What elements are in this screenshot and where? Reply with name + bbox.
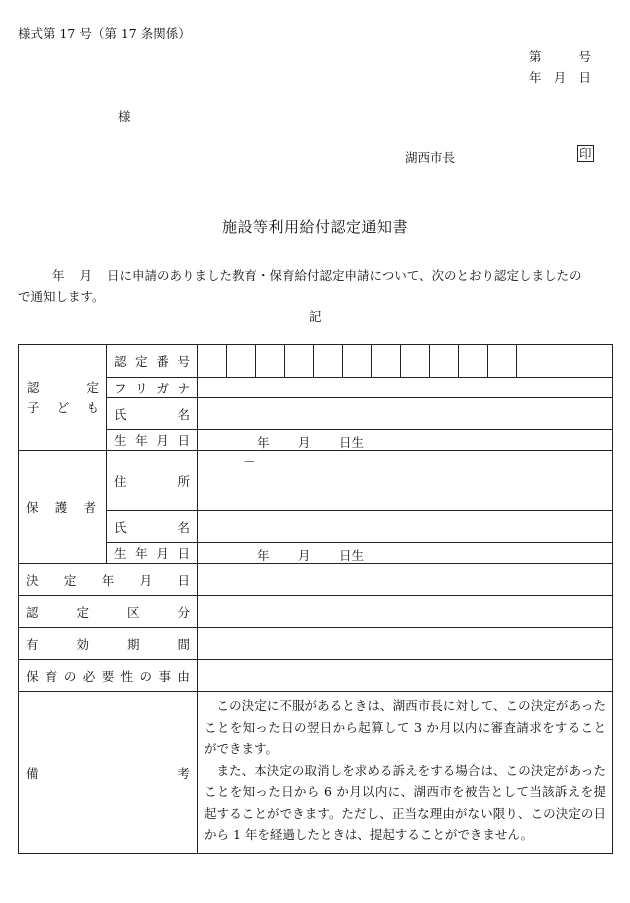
label-char: の (139, 668, 153, 684)
label-char: 者 (83, 500, 96, 515)
remarks-content (198, 692, 613, 854)
label-char: 保 (26, 668, 39, 684)
label-char: 性 (120, 668, 134, 684)
address-label (107, 451, 198, 511)
dob-month: 月 (298, 548, 311, 563)
decision-date-label (19, 564, 198, 596)
childcare-reason-label (19, 660, 198, 692)
dob-year: 年 (257, 548, 270, 563)
child-char-5: も (86, 399, 99, 415)
label-char: 定 (135, 354, 148, 369)
label-char: 所 (177, 473, 190, 489)
dob-year: 年 (257, 435, 270, 450)
child-dob-label (107, 430, 198, 451)
guardian-dob-field[interactable] (198, 543, 613, 564)
label-char: 年 (135, 546, 148, 561)
label-char: 考 (177, 765, 190, 781)
digit-box[interactable] (198, 345, 227, 377)
certification-category-field[interactable] (198, 596, 613, 628)
certification-category-label (19, 596, 198, 628)
label-char: 生 (114, 546, 127, 561)
label-char: 日 (177, 546, 190, 561)
label-char: 由 (177, 668, 190, 684)
label-char: の (63, 668, 77, 684)
label-char: 名 (177, 406, 190, 422)
label-char: 備 (26, 765, 39, 781)
date-year: 年 (529, 70, 542, 85)
furigana-label (107, 378, 198, 398)
remarks-paragraph-1: この決定に不服があるときは、湖西市長に対して、この決定があったことを知った日の翌日から起算して 3 か月以内に審査請求をすることができます。 (204, 698, 606, 756)
childcare-reason-field[interactable] (198, 660, 613, 692)
label-char: 育 (44, 668, 58, 684)
digit-box[interactable] (256, 345, 285, 377)
digit-box[interactable] (430, 345, 459, 377)
guardian-name-field[interactable] (198, 511, 613, 543)
intro-line-2: で通知します。 (18, 289, 105, 304)
child-char-3: 子 (27, 399, 40, 415)
label-char: 必 (82, 668, 96, 684)
label-char: 月 (139, 572, 153, 588)
label-char: 月 (156, 433, 169, 448)
label-char: 月 (156, 546, 169, 561)
digit-box[interactable] (459, 345, 488, 377)
issue-date-line (529, 68, 591, 86)
label-char: 住 (114, 473, 127, 489)
child-name-field[interactable] (198, 398, 613, 430)
nintei-bango-label (107, 345, 198, 378)
label-char: ガ (156, 380, 169, 396)
digit-box[interactable] (227, 345, 256, 377)
digit-box[interactable] (343, 345, 372, 377)
page-title: 施設等利用給付認定通知書 (222, 218, 409, 236)
label-char: 年 (135, 433, 148, 448)
label-char: 護 (54, 500, 68, 515)
issuer-name: 湖西市長 (405, 150, 456, 165)
doc-no-go: 号 (578, 49, 591, 64)
child-name-label (107, 398, 198, 430)
seal-mark (577, 146, 594, 161)
nintei-bango-field[interactable] (198, 345, 613, 378)
remarks-paragraph-2: また、本決定の取消しを求める訴えをする場合は、この決定があったことを知った日から 6 か月以内に、湖西市を被告として当該訴えを提起することができます。ただし、正当な理由がない限り、この決定の日から 1 年を経過したときは、提起することができません。 (204, 762, 606, 842)
child-furigana-field[interactable] (198, 378, 613, 398)
label-char: 日 (177, 433, 190, 448)
label-char: 効 (76, 636, 89, 652)
ki-label: 記 (309, 309, 322, 324)
doc-no-dai: 第 (529, 49, 542, 64)
label-char: 番 (156, 354, 169, 369)
addressee-suffix: 様 (118, 109, 131, 124)
remarks-label (19, 692, 198, 854)
label-char: 事 (158, 668, 171, 684)
label-char: 区 (126, 604, 140, 620)
label-char: 氏 (114, 406, 127, 422)
document-number-line (529, 47, 591, 65)
label-char: 認 (114, 354, 127, 369)
label-char: 日 (177, 572, 190, 588)
label-char: 号 (177, 354, 190, 369)
digit-box[interactable] (401, 345, 430, 377)
postal-separator: － (243, 454, 256, 469)
label-char: 保 (26, 500, 39, 515)
child-dob-field[interactable] (198, 430, 613, 451)
digit-boxes (198, 345, 612, 377)
dob-day: 日生 (339, 548, 365, 563)
dob-month: 月 (298, 435, 311, 450)
label-char: 分 (177, 604, 190, 620)
guardian-name-label (107, 511, 198, 543)
label-char: 期 (126, 636, 140, 652)
label-char: 間 (177, 636, 190, 652)
validity-period-label (19, 628, 198, 660)
child-char-1: 認 (27, 379, 40, 395)
label-char: 氏 (114, 519, 127, 535)
label-char: 認 (26, 604, 39, 620)
child-group-label (19, 345, 107, 451)
certification-table (18, 344, 613, 854)
form-number: 様式第 17 号（第 17 条関係） (18, 26, 191, 41)
digit-box[interactable] (285, 345, 314, 377)
label-char: 要 (101, 668, 115, 684)
label-char: 有 (26, 636, 39, 652)
seal-text: 印 (579, 146, 592, 161)
label-char: 年 (101, 572, 115, 588)
guardian-group-label (19, 451, 107, 564)
decision-date-field[interactable] (198, 564, 613, 596)
intro-line-1 (52, 266, 582, 284)
label-char: フ (114, 380, 127, 396)
date-day: 日 (578, 70, 591, 85)
dob-day: 日生 (339, 435, 365, 450)
label-char: 定 (63, 572, 77, 588)
label-char: 定 (76, 604, 89, 620)
label-char: 名 (177, 519, 190, 535)
label-char: リ (135, 380, 148, 396)
digit-box[interactable] (488, 345, 517, 377)
child-char-4: ど (56, 399, 70, 415)
label-char: 決 (26, 572, 39, 588)
digit-box[interactable] (372, 345, 401, 377)
guardian-dob-label (107, 543, 198, 564)
intro-month: 月 (79, 268, 93, 283)
validity-period-field[interactable] (198, 628, 613, 660)
child-char-2: 定 (86, 379, 99, 395)
intro-year: 年 (52, 268, 65, 283)
label-char: 生 (114, 433, 127, 448)
label-char: ナ (177, 380, 190, 396)
date-month: 月 (553, 70, 567, 85)
address-field[interactable] (198, 451, 613, 511)
digit-box[interactable] (314, 345, 343, 377)
intro-body: 日に申請のありました教育・保育給付認定申請について、次のとおり認定しましたの (107, 268, 582, 283)
